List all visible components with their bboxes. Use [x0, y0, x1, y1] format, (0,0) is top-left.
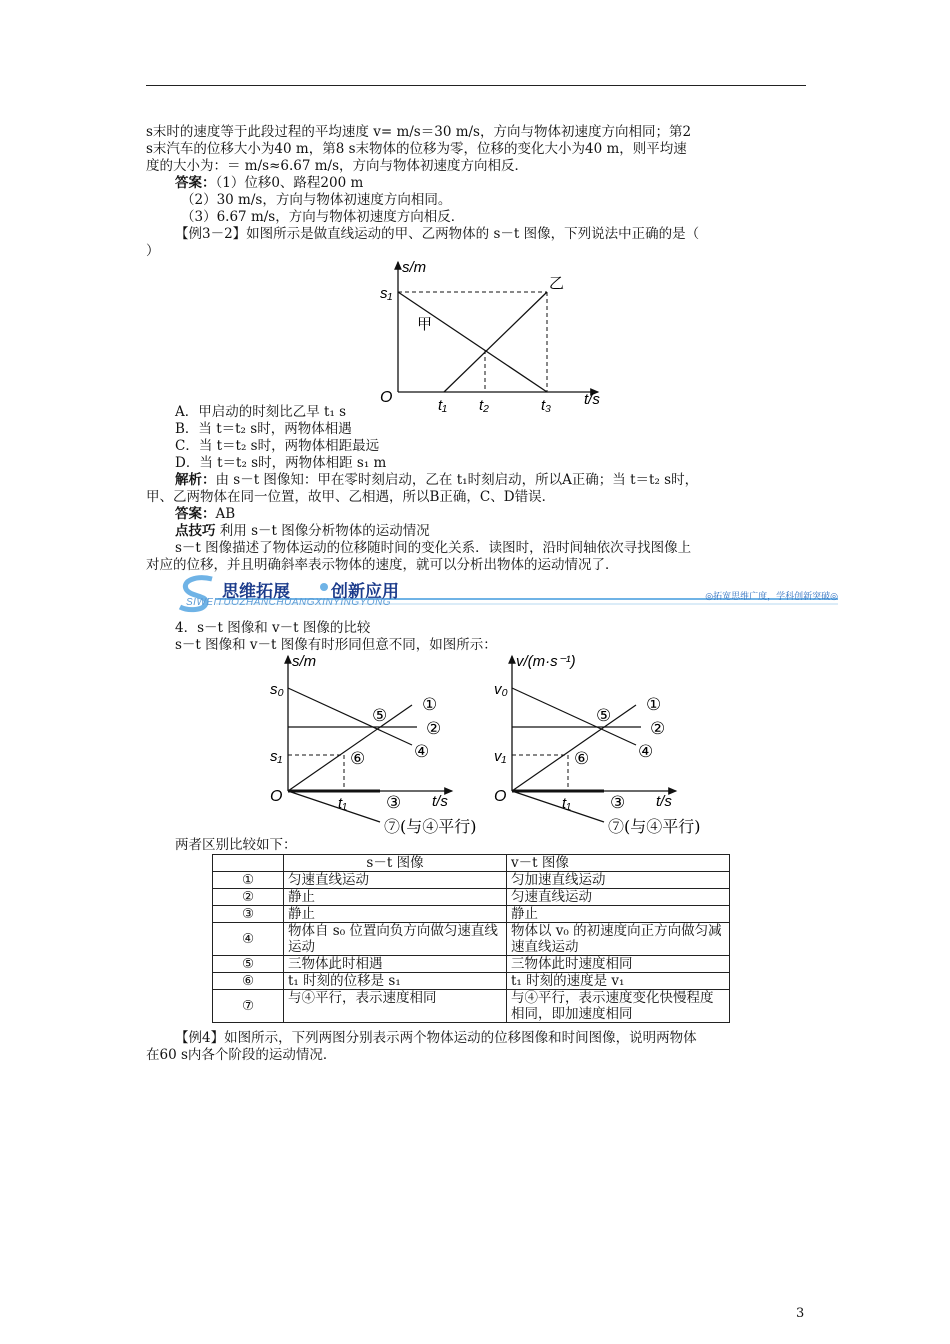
text-line: 度的大小为：＝ m/s≈6.67 m/s，方向与物体初速度方向相反．: [146, 158, 529, 174]
table-cell: t₁ 时刻的位移是 s₁: [284, 973, 507, 990]
mark-5: ⑤: [596, 706, 612, 726]
text-line: s－t 图像描述了物体运动的位移随时间的变化关系．读图时，沿时间轴依次寻找图像上: [175, 540, 692, 556]
answer-label: 答案：: [175, 175, 216, 191]
header-rule: [146, 85, 806, 86]
table-row: [213, 872, 730, 889]
text-line: 两者区别比较如下：: [175, 837, 297, 853]
table-row: [213, 990, 730, 1023]
page-number: 3: [796, 1306, 805, 1321]
yi-label: 乙: [549, 274, 565, 292]
text-line: （3）6.67 m/s，方向与物体初速度方向相反．: [181, 209, 465, 225]
text-line: ）: [146, 243, 160, 259]
t2-label: t₂: [479, 397, 489, 414]
answer2-label: 答案：: [175, 506, 216, 522]
origin-label: O: [494, 788, 507, 805]
table-cell: ⑥: [213, 973, 284, 990]
line-4: [288, 688, 412, 745]
table-cell: ⑤: [213, 956, 284, 973]
option-c: C．当 t＝t₂ s时，两物体相距最远: [175, 438, 380, 454]
table-cell: 与④平行，表示速度变化快慢程度相同，即加速度相同: [507, 990, 730, 1023]
mark-5: ⑤: [372, 706, 388, 726]
table-cell: 静止: [284, 889, 507, 906]
banner-subtitle: SIWEITUOZHANCHUANGXINYINGYONG: [186, 597, 392, 608]
table-cell: 与④平行，表示速度相同: [284, 990, 507, 1023]
table-cell: t₁ 时刻的速度是 v₁: [507, 973, 730, 990]
example-title: 【例3－2】如图所示是做直线运动的甲、乙两物体的 s－t 图像，下列说法中正确的是（: [175, 226, 700, 242]
table-header-cell: v－t 图像: [507, 855, 730, 872]
analysis-text: 由 s－t 图像知：甲在零时刻启动，乙在 t₁时刻启动，所以A正确；当 t＝t₂ s时，: [215, 472, 699, 488]
s1-label: s₁: [380, 285, 393, 302]
table-cell: ⑦: [213, 990, 284, 1023]
text-line: （2）30 m/s，方向与物体初速度方向相同。: [181, 192, 452, 208]
mark-2: ②: [426, 719, 442, 739]
comparison-table: [212, 854, 730, 1023]
origin-label: O: [380, 389, 393, 406]
table-cell: 三物体此时相遇: [284, 956, 507, 973]
line-jia: [398, 292, 547, 392]
table-cell: 物体以 v₀ 的初速度向正方向做匀减速直线运动: [507, 923, 730, 956]
t1-label: t₁: [338, 795, 347, 812]
v0-label: v₀: [494, 681, 508, 698]
text-line: 对应的位移，并且明确斜率表示物体的速度，就可以分析出物体的运动情况了．: [146, 557, 619, 573]
line-4: [512, 688, 636, 745]
text-line: s末时的速度等于此段过程的平均速度 v= m/s＝30 m/s，方向与物体初速度方向相同；第2: [146, 124, 692, 140]
s0-label: s₀: [270, 681, 284, 698]
text-line: 在60 s内各个阶段的运动情况．: [146, 1047, 337, 1063]
answer-text: （1）位移0、路程200 m: [215, 175, 364, 191]
option-a: A．甲启动的时刻比乙早 t₁ s: [175, 404, 347, 420]
answer-line: [175, 175, 839, 192]
text-line: s末汽车的位移大小为40 m，第8 s末物体的位移为零，位移的变化大小为40 m，则平均速: [146, 141, 687, 157]
text-line: 甲、乙两物体在同一位置，故甲、乙相遇，所以B正确，C、D错误．: [146, 489, 556, 505]
mark-2: ②: [650, 719, 666, 739]
table-cell: 三物体此时速度相同: [507, 956, 730, 973]
mark-4: ④: [414, 742, 430, 762]
table-cell: 静止: [284, 906, 507, 923]
answer2-line: [175, 506, 839, 523]
table-header-cell: [213, 855, 284, 872]
analysis-line: [175, 472, 839, 489]
y-axis-label: v/(m·s⁻¹): [516, 653, 576, 670]
v1-label: v₁: [494, 748, 507, 765]
mark-3: ③: [610, 793, 626, 813]
table-header-row: [213, 855, 730, 872]
table-cell: ③: [213, 906, 284, 923]
table-cell: 匀速直线运动: [507, 889, 730, 906]
mark-6: ⑥: [350, 749, 366, 769]
mark-6: ⑥: [574, 749, 590, 769]
text-line: s－t 图像和 v－t 图像有时形同但意不同，如图所示：: [175, 637, 497, 653]
st-graph-figure: [366, 256, 616, 414]
option-b: B．当 t＝t₂ s时，两物体相遇: [175, 421, 352, 437]
banner-tag: ◎拓宽思维广度，学科创新突破◎: [705, 592, 838, 602]
x-axis-label: t/s: [656, 793, 672, 810]
mark-1: ①: [422, 695, 438, 715]
t1-label: t₁: [562, 795, 571, 812]
banner-title2: 创新应用: [331, 582, 399, 602]
mark-7: ⑦(与④平行): [384, 817, 477, 836]
t3-label: t₃: [541, 397, 552, 414]
tip-label: 点技巧: [175, 523, 216, 539]
table-cell: 物体自 s₀ 位置向负方向做匀速直线运动: [284, 923, 507, 956]
section-heading: 4．s－t 图像和 v－t 图像的比较: [175, 620, 371, 636]
y-axis-label: s/m: [402, 259, 427, 276]
table-cell: ④: [213, 923, 284, 956]
table-cell: ①: [213, 872, 284, 889]
table-row: [213, 906, 730, 923]
t1-label: t₁: [438, 397, 447, 414]
line-1: [512, 705, 636, 791]
table-row: [213, 956, 730, 973]
option-d: D．当 t＝t₂ s时，两物体相距 s₁ m: [175, 455, 387, 471]
line-7: [288, 791, 380, 822]
table-row: [213, 889, 730, 906]
mark-7: ⑦(与④平行): [608, 817, 701, 836]
mark-4: ④: [638, 742, 654, 762]
s1-label: s₁: [270, 748, 283, 765]
line-7: [512, 791, 604, 822]
mark-3: ③: [386, 793, 402, 813]
jia-label: 甲: [417, 315, 433, 333]
section-banner: [176, 573, 838, 613]
table-cell: 匀加速直线运动: [507, 872, 730, 889]
table-row: [213, 923, 730, 956]
table-cell: ②: [213, 889, 284, 906]
x-axis-label: t/s: [432, 793, 448, 810]
origin-label: O: [270, 788, 283, 805]
example4-title: 【例4】如图所示，下列两图分别表示两个物体运动的位移图像和时间图像，说明两物体: [175, 1030, 697, 1046]
x-axis-label: t/s: [584, 391, 600, 408]
tip-text: 利用 s－t 图像分析物体的运动情况: [215, 523, 430, 539]
table-header-cell: s－t 图像: [284, 855, 507, 872]
st-compare-graph: [262, 650, 477, 840]
analysis-label: 解析：: [175, 472, 216, 488]
mark-1: ①: [646, 695, 662, 715]
tip-line: [175, 523, 839, 540]
banner-title: 思维拓展: [222, 582, 290, 602]
table-cell: 匀速直线运动: [284, 872, 507, 889]
line-1: [288, 705, 412, 791]
answer2-text: AB: [215, 506, 236, 522]
table-cell: 静止: [507, 906, 730, 923]
y-axis-label: s/m: [292, 653, 317, 670]
vt-compare-graph: [486, 650, 726, 840]
line-yi: [444, 292, 547, 392]
table-row: [213, 973, 730, 990]
